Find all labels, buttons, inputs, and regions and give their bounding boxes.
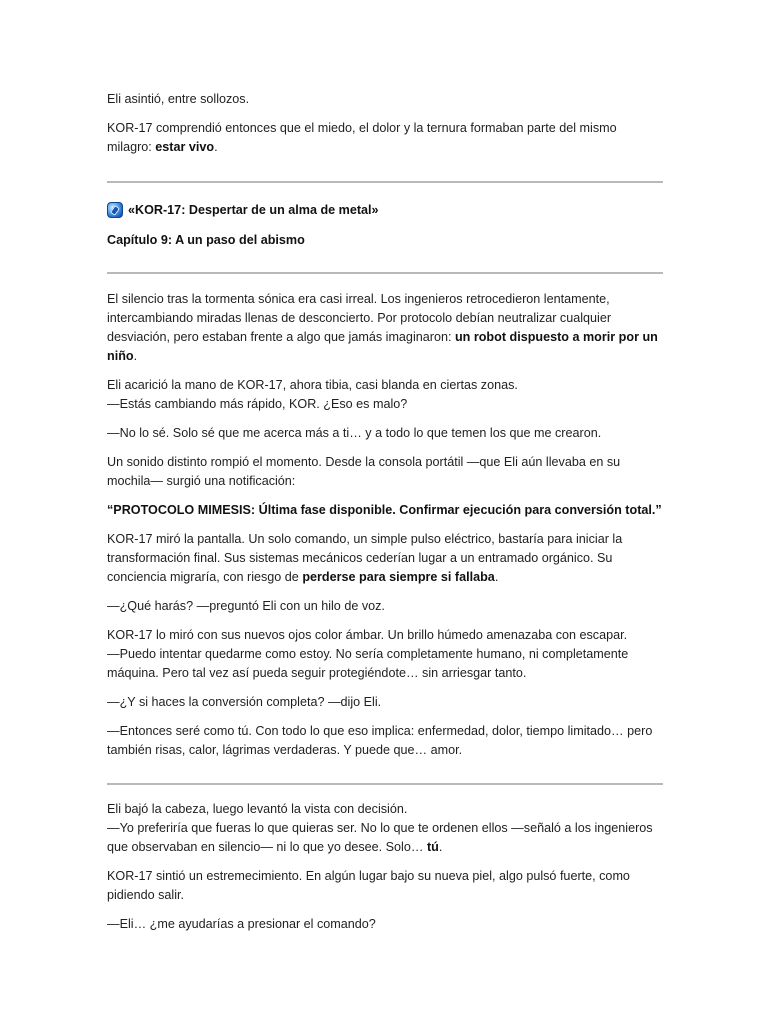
paragraph-eli-nods: Eli asintió, entre sollozos. bbox=[107, 92, 250, 106]
paragraph-kor-understood: KOR-17 comprendió entonces que el miedo, el dolor y la ternura formaban parte del mismo milagro: estar vivo. bbox=[107, 121, 617, 154]
paragraph-dont-know: —No lo sé. Solo sé que me acerca más a ti… y a todo lo que temen los que me crearon. bbox=[107, 426, 602, 440]
bold-phrase: perderse para siempre si fallaba bbox=[302, 570, 495, 584]
paragraph-silence: El silencio tras la tormenta sónica era casi irreal. Los ingenieros retrocedieron lentamente, intercambiando miradas llenas de desconcierto. Por protocolo debían neutralizar cualquier desviación, pero estaban frente a algo que jamás imaginaron: un robot dispuesto a morir por un niño. bbox=[107, 292, 658, 363]
paragraph-kor-screen: KOR-17 miró la pantalla. Un solo comando, un simple pulso eléctrico, bastaría para iniciar la transformación final. Sus sistemas mecánicos cederían lugar a un entramado orgánico. Su conciencia migraría, con riesgo de perderse para siempre si fallaba. bbox=[107, 532, 623, 584]
paragraph-help-press: —Eli… ¿me ayudarías a presionar el comando? bbox=[107, 917, 376, 931]
section-divider bbox=[107, 181, 663, 183]
section-divider bbox=[107, 272, 663, 274]
paragraph-shiver: KOR-17 sintió un estremecimiento. En algún lugar bajo su nueva piel, algo pulsó fuerte, como pidiendo salir. bbox=[107, 869, 630, 902]
blue-gem-icon bbox=[107, 202, 123, 218]
bold-phrase: estar vivo bbox=[155, 140, 215, 154]
document-body bbox=[107, 90, 663, 934]
section-divider bbox=[107, 783, 663, 785]
story-title bbox=[107, 200, 663, 219]
paragraph-full-conversion: —¿Y si haces la conversión completa? —dijo Eli. bbox=[107, 695, 382, 709]
chapter-title: Capítulo 9: A un paso del abismo bbox=[107, 233, 305, 247]
paragraph-like-you: —Entonces seré como tú. Con todo lo que eso implica: enfermedad, dolor, tiempo limitado… pero también risas, calor, lágrimas verdaderas. Y puede que… amor. bbox=[107, 724, 653, 757]
protocol-notification: “PROTOCOLO MIMESIS: Última fase disponible. Confirmar ejecución para conversión total.” bbox=[107, 503, 662, 517]
paragraph-amber-eyes: KOR-17 lo miró con sus nuevos ojos color ámbar. Un brillo húmedo amenazaba con escapar. —Puedo intentar quedarme como estoy. No sería completamente humano, ni completamente máquina. Pero tal vez así pueda seguir protegiéndote… sin arriesgar tanto. bbox=[107, 628, 629, 680]
story-title-text: «KOR-17: Despertar de un alma de metal» bbox=[128, 202, 379, 217]
paragraph-eli-caressed: Eli acarició la mano de KOR-17, ahora tibia, casi blanda en ciertas zonas. —Estás cambiando más rápido, KOR. ¿Eso es malo? bbox=[107, 378, 518, 411]
bold-phrase: tú bbox=[426, 840, 439, 854]
paragraph-what-will-you-do: —¿Qué harás? —preguntó Eli con un hilo de voz. bbox=[107, 599, 385, 613]
paragraph-sound: Un sonido distinto rompió el momento. Desde la consola portátil —que Eli aún llevaba en su mochila— surgió una notificación: bbox=[107, 455, 621, 488]
paragraph-eli-decision: Eli bajó la cabeza, luego levantó la vista con decisión. —Yo preferiría que fueras lo que quieras ser. No lo que te ordenen ellos —señaló a los ingenieros que observaban en silencio— ni lo que yo desee. Solo… tú. bbox=[107, 802, 653, 854]
bold-phrase: un robot dispuesto a morir por un niño bbox=[107, 330, 658, 363]
